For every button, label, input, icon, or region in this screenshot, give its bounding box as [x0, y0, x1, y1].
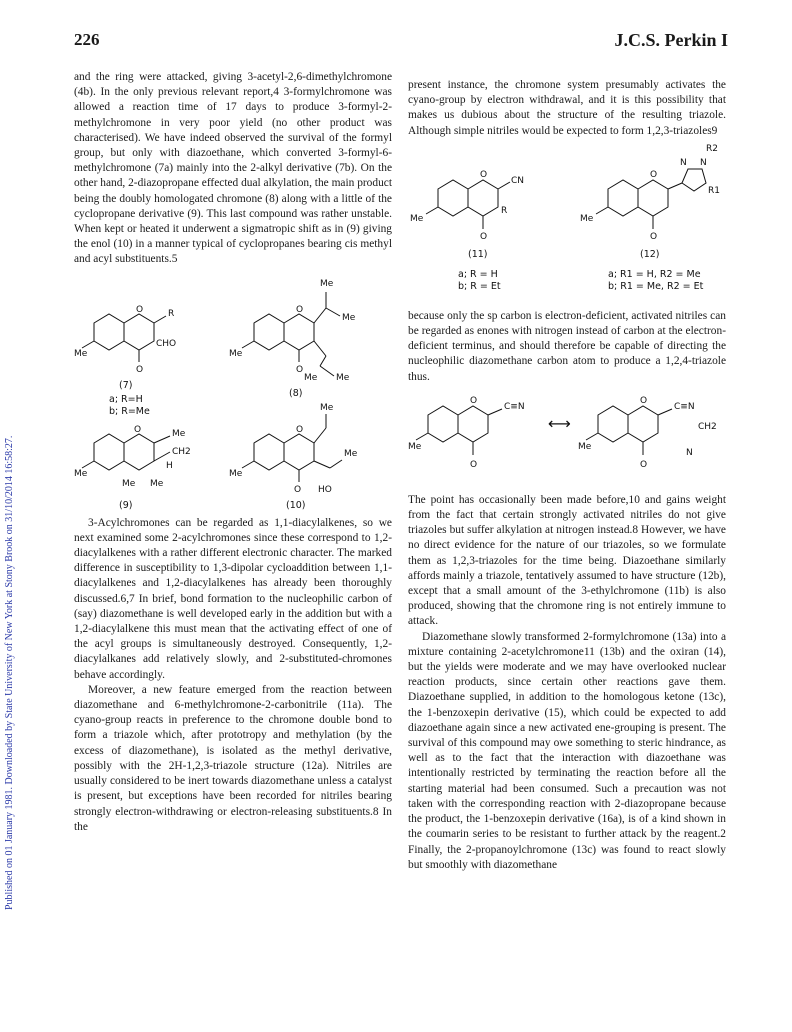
variant-12a: a; R1 = H, R2 = Me [608, 268, 701, 280]
sub-me-right: Me [344, 448, 358, 459]
sub-me-left: Me [74, 468, 88, 479]
sub-me: Me [229, 348, 243, 359]
structure-12 [580, 144, 720, 292]
sub-me-bottom-2: Me [150, 478, 164, 489]
atom-o: O [640, 395, 648, 406]
mechanism-left [408, 396, 525, 470]
atom-n2: N [700, 157, 707, 168]
variant-12b: b; R1 = Me, R2 = Et [608, 280, 704, 292]
sub-me: Me [172, 428, 186, 439]
atom-o2: O [640, 459, 648, 470]
left-paragraph-3: Moreover, a new feature emerged from the reaction between diazomethane and 6-methylchromone-2-carbonitrile (11a). The cyano-group reacts in preference to the chromone double bond to form a triazole which, after prototropy and methylation (by the excess of diazomethane), is isolated as the methyl derivative, possibly with the 2H-1,2,3-triazole structure (12a). Nitriles are usually considered to be inert towards diazomethane unless a catalyst is present, but exceptions have been recorded for nitriles bearing strongly electron-withdrawing or electron-releasing substituents.8 In the [74, 683, 392, 833]
sub-me-top: Me [320, 278, 334, 289]
structure-10 [229, 403, 358, 511]
sub-ch2: CH2 [172, 446, 191, 457]
sub-me: Me [229, 468, 243, 479]
label-8: (8) [289, 387, 303, 399]
atom-o: O [296, 424, 304, 435]
right-paragraph-1: present instance, the chromone system presumably activates the cyano-group by electron withdrawal, and it is this possibility that makes us dubious about the structure of the resulting triazole. Although simple nitriles would be expected to form 1,2,3-triazoles9 [408, 79, 726, 137]
variant-11a: a; R = H [458, 268, 498, 280]
right-paragraph-2: because only the sp carbon is electron-deficient, activated nitriles can be regarded as enones with nitrogen instead of carbon at the electron-deficient terminus, and should therefore be capable of directing the nucleophilic diazomethane carbon atom to produce a 1,2,4-triazole thus. [408, 309, 726, 383]
atom-o2: O [136, 364, 144, 375]
atom-o: O [134, 424, 142, 435]
atom-o: O [470, 395, 478, 406]
label-12: (12) [640, 248, 660, 260]
atom-o2: O [296, 364, 304, 375]
page-number: 226 [74, 30, 100, 49]
right-paragraph-4: Diazomethane slowly transformed 2-formylchromone (13a) into a mixture containing 2-acetylchromone11 (13b) and the oxiran (14), but the yields were moderate and we may have overlooked nuclear reaction products, since certain other reactions gave them. Diazoethane supplied, in addition to the homologous ketone (13c), the 1-benzoxepin derivative (15), which could be expected to add diazoethane again since a new activated ene-grouping is present. The survival of this compound may owe something to steric hindrance, as well as to the fact that the interaction with diazoethane was intentionally restricted by terminating the reaction before all the starting material had been consumed. Such a precaution was not taken with the corresponding reaction with 2-diazopropane because the product, the 1-benzoxepin derivative (16a), is of a kind shown in the coumarin series to be resistant to further attack by the reagent.2 Finally, the 2-propanoylchromone (13c) was found to react slowly but smoothly with diazomethane [408, 630, 726, 871]
sub-me: Me [580, 213, 594, 224]
sub-cn: C≡N [674, 401, 695, 412]
figure-7-8-9-10 [74, 268, 392, 516]
structure-11 [410, 170, 524, 292]
sub-me: Me [74, 348, 88, 359]
atom-o2: O [650, 231, 658, 242]
sub-me-bottom: Me [122, 478, 136, 489]
structure-9 [74, 425, 191, 511]
atom-o: O [296, 304, 304, 315]
atom-o: O [136, 304, 144, 315]
sub-r2: R2 [706, 143, 718, 154]
left-paragraph-2: 3-Acylchromones can be regarded as 1,1-diacylalkenes, so we next examined some 2-acylchromones since these correspond to 1,2-diacylalkenes with a rather different electronic character. The marked difference in susceptibility to 1,3-dipolar cycloaddition between 1,1-diacylalkenes and 1,2-diacylalkenes has already been thoroughly discussed.6,7 In brief, bond formation to the nucleophilic carbon of (say) diazomethane is well developed early in the addition but with a 1,2-diacylalkene this must mean that the activating effect of one of the acyl groups is simultaneously destroyed. Consequently, 1,2-diacylalkanes add relatively slowly, and 2-substituted-chromones behave accordingly. [74, 516, 392, 681]
right-column [408, 78, 726, 873]
label-10: (10) [286, 499, 306, 511]
variant-11b: b; R = Et [458, 280, 501, 292]
figure-mechanism [408, 385, 726, 493]
atom-o2: O [470, 459, 478, 470]
left-column [74, 70, 392, 835]
atom-n1: N [680, 157, 687, 168]
sub-cho: CHO [156, 338, 177, 349]
label-9: (9) [119, 499, 133, 511]
variant-7a: a; R=H [109, 393, 143, 405]
sub-r: R [168, 308, 175, 319]
sub-h: H [166, 460, 173, 471]
structure-7 [74, 305, 176, 417]
sub-cn: C≡N [504, 401, 525, 412]
sub-me-bottom: Me [304, 372, 318, 383]
variant-7b: b; R=Me [109, 405, 150, 417]
sub-me: Me [408, 441, 422, 452]
sub-r: R [501, 205, 508, 216]
left-paragraph-1: and the ring were attacked, giving 3-acetyl-2,6-dimethylchromone (4b). In the only previous relevant report,4 3-formylchromone was allowed a reaction time of 17 days to produce 3-formyl-2-methylchromone in very poor yield (no other product was characterised). We have indeed observed the survival of the formyl group, but only with diazoethane, which converted 3-formyl-6-methylchromone (7a) mainly into the 2-alkyl derivative (7b). On the other hand, 2-diazopropane effected dual alkylation, the main product being the doubly homologated chromone (8) along with a little of the cyclopropane derivative (9). This last compound was rather unstable. When kept or heated it underwent a sigmatropic shift as in (9) giving the enol (10) in a manner typical of cyclopropanes bearing cis methyl and acyl substituents.5 [74, 71, 392, 266]
sub-ch2: CH2 [698, 421, 717, 432]
sub-me: Me [410, 213, 424, 224]
right-paragraph-3: The point has occasionally been made before,10 and gains weight from the fact that certain strongly activated nitriles do not give triazoles but suffer alkylation at nitrogen instead.8 However, we have no direct evidence for the nature of our triazoles, so we formulate them as 1,2,3-triazoles for the time being. Diazoethane similarly affords mainly a triazole, tentatively assumed to have structure (12b), except that a small amount of the 3-ethylchromone (11b) is also produced, showing that the chromone ring is not entirely immune to attack. [408, 493, 726, 628]
atom-o: O [650, 169, 658, 180]
label-7: (7) [119, 379, 133, 391]
sub-cn: CN [511, 175, 525, 186]
atom-o: O [480, 169, 488, 180]
structure-8 [229, 279, 356, 399]
sub-me: Me [578, 441, 592, 452]
sub-r1: R1 [708, 185, 720, 196]
atom-n: N [686, 447, 693, 458]
download-notice: Published on 01 January 1981. Downloaded by State University of New York at Stony Brook on 31/10/2014 16:58:27. [4, 435, 15, 910]
figure-11-12 [408, 139, 726, 309]
sub-ho: HO [318, 484, 332, 495]
resonance-arrow: ⟷ [548, 413, 571, 433]
journal-title: J.C.S. Perkin I [614, 30, 728, 50]
mechanism-right [578, 396, 717, 470]
atom-o2: O [480, 231, 488, 242]
label-11: (11) [468, 248, 488, 260]
atom-o2: O [294, 484, 302, 495]
sub-me-bottom-2: Me [336, 372, 350, 383]
sub-me-right: Me [342, 312, 356, 323]
sub-me-top: Me [320, 402, 334, 413]
